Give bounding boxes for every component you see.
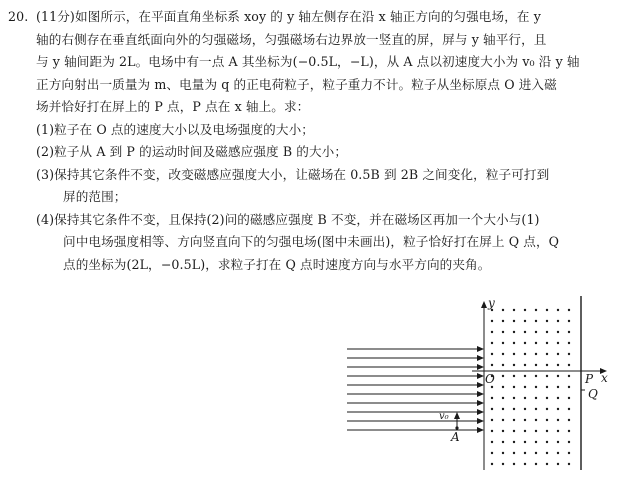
field-dot [513, 353, 515, 355]
field-dot [491, 353, 493, 355]
field-dot [524, 430, 526, 432]
field-dot [535, 342, 537, 344]
field-dot [546, 430, 548, 432]
field-dot [568, 452, 570, 454]
electric-field-lines [347, 349, 483, 430]
field-dot [524, 353, 526, 355]
field-dot [491, 430, 493, 432]
field-dot [535, 441, 537, 443]
field-dot [546, 309, 548, 311]
field-dot [557, 441, 559, 443]
field-dot [513, 309, 515, 311]
field-dot [524, 419, 526, 421]
field-dot [568, 353, 570, 355]
field-dot [513, 386, 515, 388]
field-dot [524, 364, 526, 366]
field-dot [513, 364, 515, 366]
field-dot [535, 353, 537, 355]
field-dot [557, 397, 559, 399]
field-dot [535, 430, 537, 432]
sub-question-1: (1)粒子在 O 点的速度大小以及电场强度的大小； [36, 121, 314, 137]
stem-line-5: 场并恰好打在屏上的 P 点，P 点在 x 轴上。求： [36, 99, 310, 114]
field-dot [502, 386, 504, 388]
field-dot [491, 452, 493, 454]
field-dot [491, 331, 493, 333]
magnetic-field-dots [491, 309, 570, 465]
field-dot [491, 408, 493, 410]
field-dot [491, 386, 493, 388]
field-dot [513, 342, 515, 344]
field-dot [546, 364, 548, 366]
field-dot [568, 419, 570, 421]
point-a-label: A [451, 430, 460, 444]
field-dot [502, 397, 504, 399]
sub-question-4: (4)保持其它条件不变，且保持(2)问的磁感应强度 B 不变，并在磁场区再加一个大小与(1) [36, 211, 540, 227]
field-dot [557, 430, 559, 432]
field-dot [568, 309, 570, 311]
field-dot [513, 419, 515, 421]
field-dot [546, 386, 548, 388]
field-dot [568, 342, 570, 344]
field-dot [524, 320, 526, 322]
field-dot [568, 397, 570, 399]
field-dot [568, 331, 570, 333]
field-dot [557, 375, 559, 377]
point-p-label: P [585, 372, 594, 386]
field-dot [546, 342, 548, 344]
field-dot [546, 408, 548, 410]
field-dot [491, 342, 493, 344]
field-dot [513, 397, 515, 399]
stem-line-1: 20. (11分)如图所示，在平面直角坐标系 xoy 的 y 轴左侧存在沿 x 轴正方向的匀强电场，在 y [8, 6, 620, 29]
field-dot [546, 375, 548, 377]
field-dot [502, 309, 504, 311]
field-dot [557, 364, 559, 366]
field-dot [557, 452, 559, 454]
field-dot [568, 463, 570, 465]
field-dot [513, 320, 515, 322]
field-dot [502, 353, 504, 355]
field-dot [502, 320, 504, 322]
field-dot [513, 408, 515, 410]
field-dot [535, 397, 537, 399]
stem-line-2: 轴的右侧存在垂直纸面向外的匀强磁场，匀强磁场右边界放一竖直的屏，屏与 y 轴平行，且 [36, 31, 547, 47]
field-dot [535, 309, 537, 311]
field-dot [491, 441, 493, 443]
field-dot [524, 397, 526, 399]
field-dot [535, 408, 537, 410]
field-dot [568, 386, 570, 388]
field-dot [535, 419, 537, 421]
field-dot [535, 386, 537, 388]
field-dot [502, 419, 504, 421]
field-dot [513, 375, 515, 377]
sub-question-2: (2)粒子从 A 到 P 的运动时间及磁感应强度 B 的大小； [36, 144, 348, 159]
field-dot [513, 452, 515, 454]
field-dot [557, 408, 559, 410]
field-dot [546, 452, 548, 454]
field-dot [557, 342, 559, 344]
field-dot [502, 430, 504, 432]
field-dot [535, 375, 537, 377]
field-dot [535, 320, 537, 322]
field-dot [557, 353, 559, 355]
field-dot [524, 331, 526, 333]
field-dot [513, 331, 515, 333]
field-dot [557, 331, 559, 333]
field-dot [524, 386, 526, 388]
field-dot [502, 375, 504, 377]
field-dot [502, 364, 504, 366]
field-dot [524, 342, 526, 344]
sub-question-3: (3)保持其它条件不变，改变磁感应强度大小，让磁场在 0.5B 到 2B 之间变化，粒子可打到 [36, 166, 550, 182]
field-dot [502, 331, 504, 333]
point-q-label: Q [588, 387, 598, 401]
field-dot [513, 463, 515, 465]
field-dot [524, 463, 526, 465]
stem-line-3: 与 y 轴间距为 2L。电场中有一点 A 其坐标为(−0.5L，−L)，从 A 点以初速度大小为 v₀ 沿 y 轴 [36, 54, 580, 69]
field-dot [524, 375, 526, 377]
field-dot [568, 364, 570, 366]
field-dot [568, 375, 570, 377]
field-dot [491, 364, 493, 366]
field-dot [502, 441, 504, 443]
field-dot [491, 397, 493, 399]
field-dot [568, 441, 570, 443]
field-dot [546, 419, 548, 421]
field-dot [491, 463, 493, 465]
field-dot [535, 364, 537, 366]
field-dot [513, 430, 515, 432]
field-dot [568, 430, 570, 432]
field-dot [557, 309, 559, 311]
x-axis-label: x [601, 371, 608, 385]
field-dot [524, 309, 526, 311]
field-dot [524, 452, 526, 454]
y-axis-label: y [488, 296, 495, 310]
origin-label: O [485, 372, 495, 386]
field-dot [502, 463, 504, 465]
field-dot [502, 408, 504, 410]
velocity-label: v₀ [439, 411, 449, 422]
field-dot [546, 463, 548, 465]
sub-question-4-cont-2: 点的坐标为(2L，−0.5L)，求粒子打在 Q 点时速度方向与水平方向的夹角。 [63, 256, 491, 272]
field-dot [513, 441, 515, 443]
field-dot [491, 320, 493, 322]
stem-line-4: 正方向射出一质量为 m、电量为 q 的正电荷粒子，粒子重力不计。粒子从坐标原点 O 进入磁 [36, 76, 557, 92]
field-dot [535, 331, 537, 333]
field-dot [557, 419, 559, 421]
field-dot [524, 408, 526, 410]
field-dot [546, 441, 548, 443]
field-dot [557, 320, 559, 322]
sub-question-4-cont-1: 问中电场强度相等、方向竖直向下的匀强电场(图中未画出)，粒子恰好打在屏上 Q 点，Q [63, 234, 560, 249]
field-dot [546, 320, 548, 322]
field-dot [502, 342, 504, 344]
field-dot [524, 441, 526, 443]
field-dot [568, 408, 570, 410]
field-dot [535, 463, 537, 465]
field-dot [535, 452, 537, 454]
field-dot [557, 386, 559, 388]
sub-question-3-cont: 屏的范围； [63, 189, 127, 204]
field-dot [502, 452, 504, 454]
field-dot [491, 419, 493, 421]
field-dot [546, 397, 548, 399]
field-dot [546, 353, 548, 355]
field-dot [568, 320, 570, 322]
field-dot [546, 331, 548, 333]
field-dot [557, 463, 559, 465]
question-number: 20. [8, 9, 29, 24]
